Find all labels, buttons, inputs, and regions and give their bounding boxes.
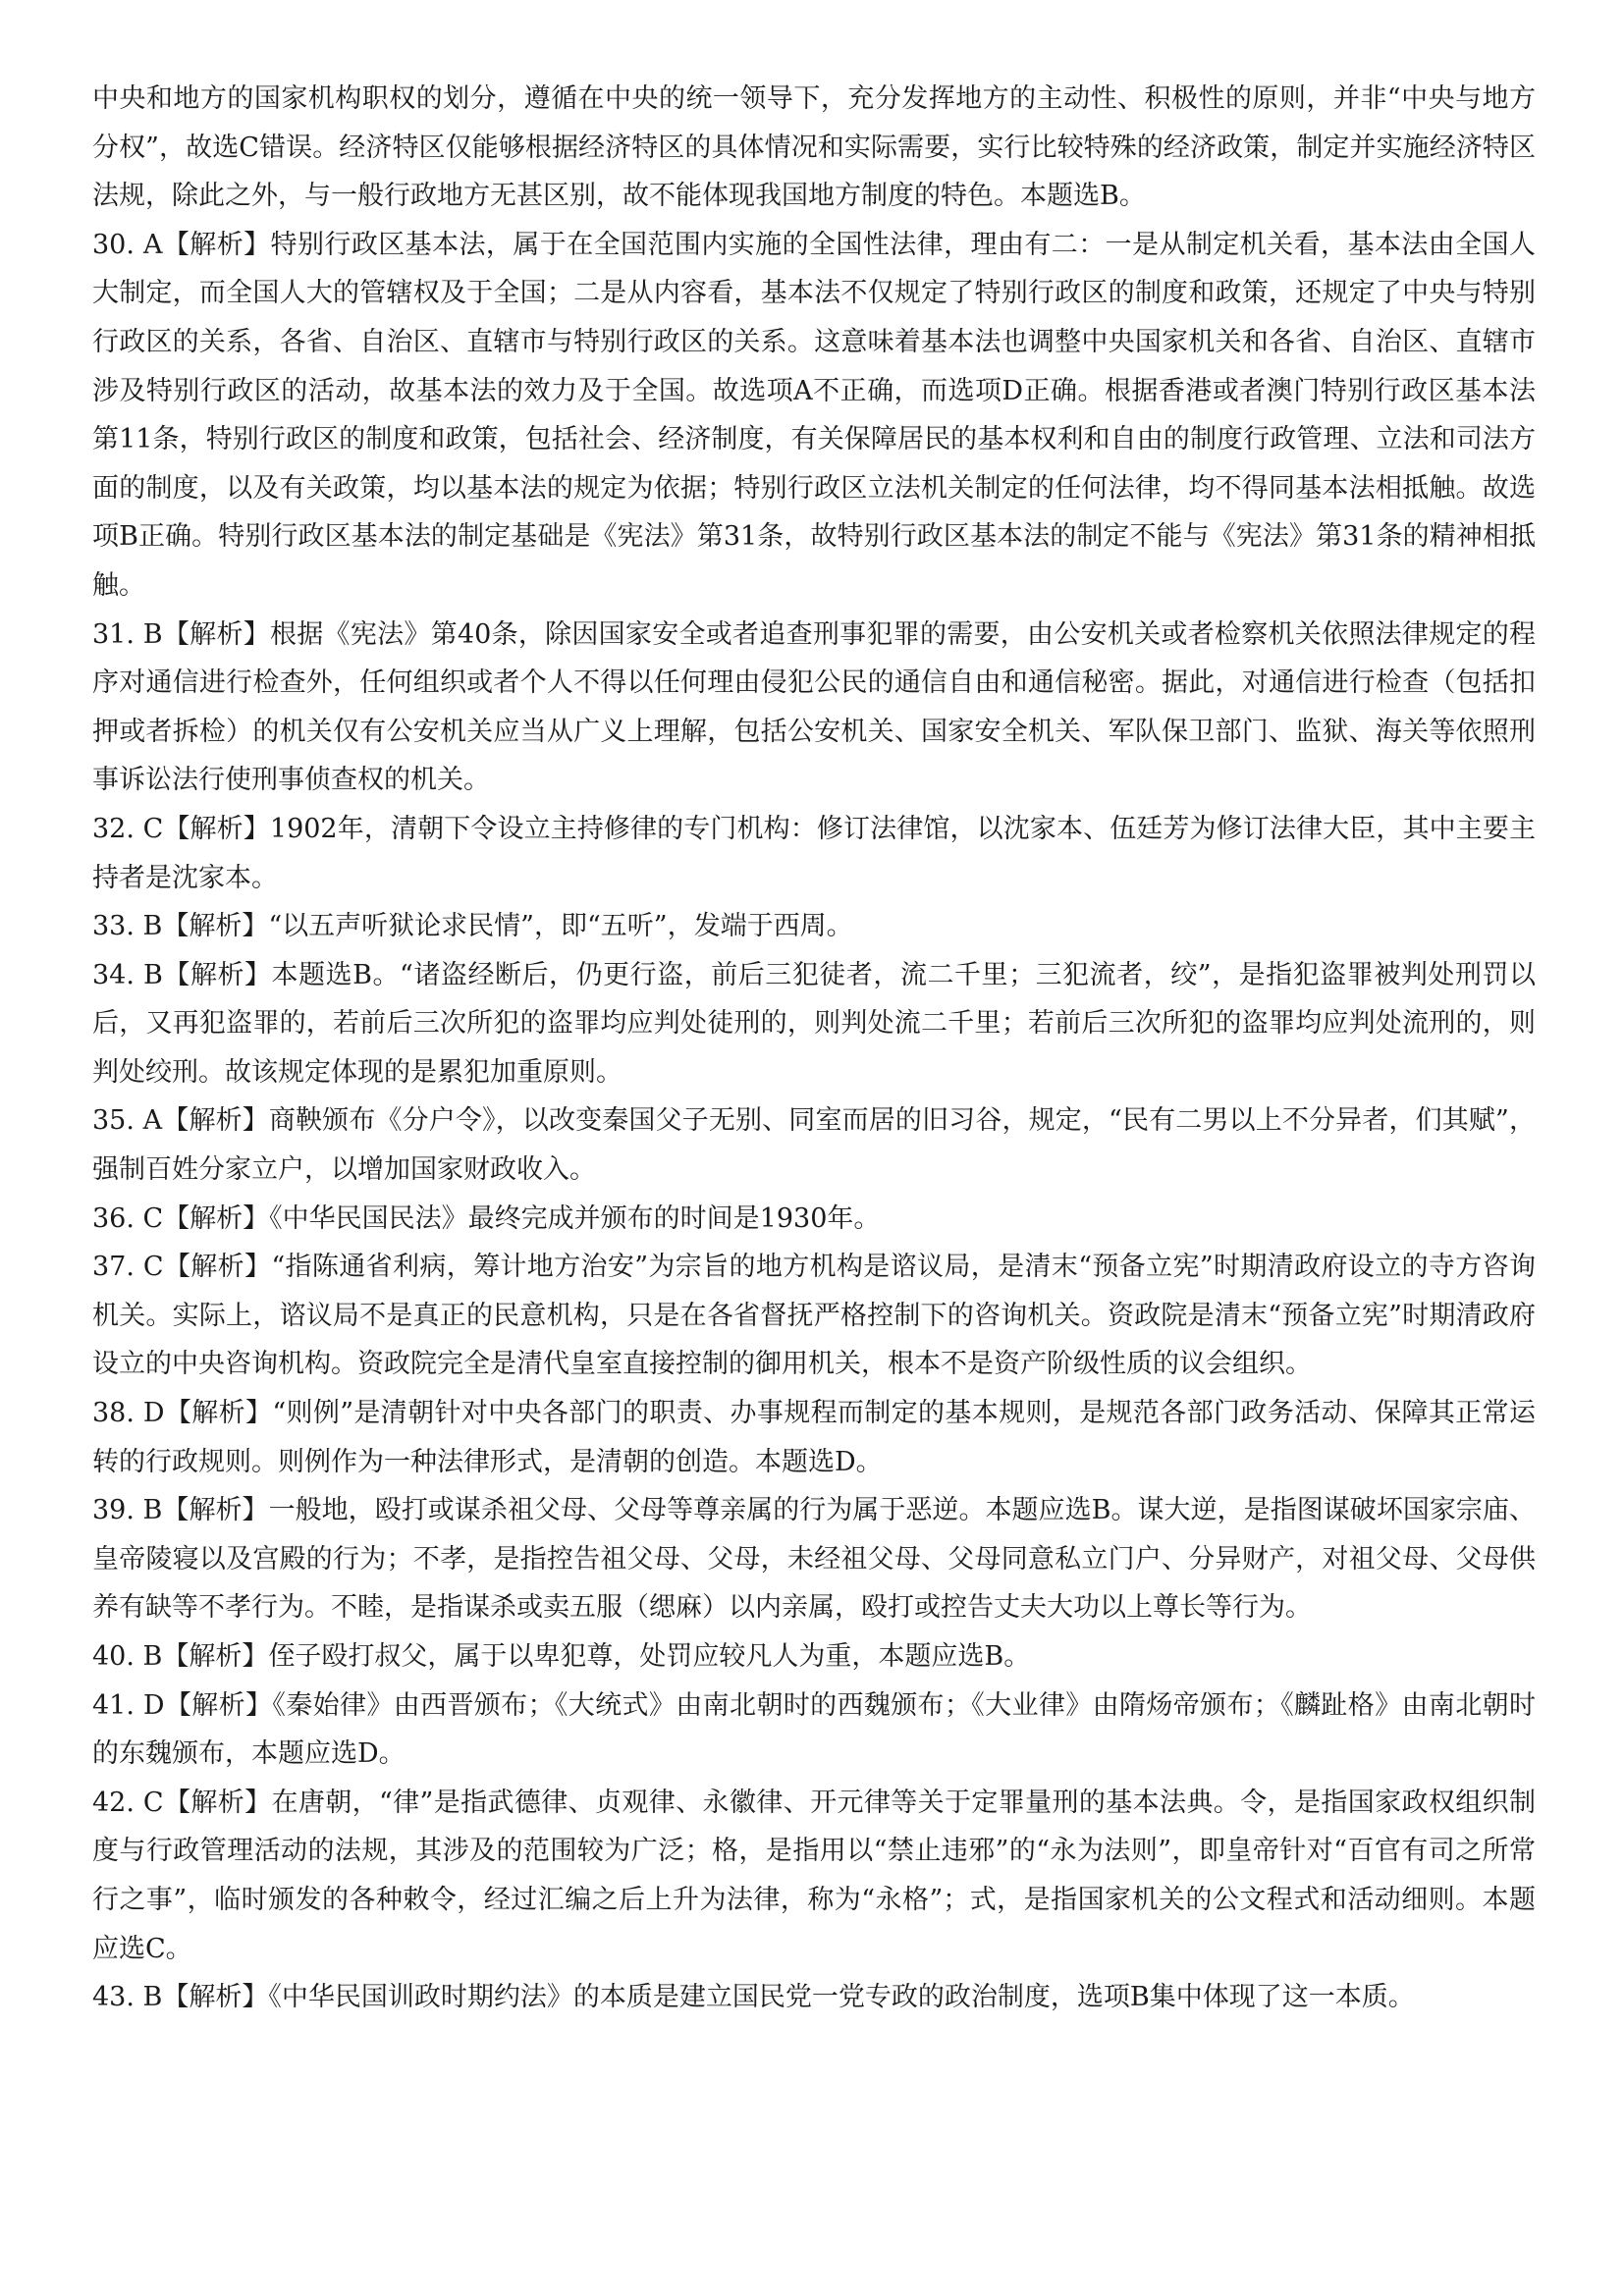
answer-32: 32. C【解析】1902年，清朝下令设立主持修律的专门机构：修订法律馆，以沈家本、伍廷芳为修订法律大臣，其中主要主持者是沈家本。 <box>92 813 1536 893</box>
answer-42: 42. C【解析】在唐朝，“律”是指武德律、贞观律、永徽律、开元律等关于定罪量刑的基本法典。令，是指国家政权组织制度与行政管理活动的法规，其涉及的范围较为广泛；格，是指用以“禁止违邪”的“永为法则”，即皇帝针对“百官有司之所常行之事”，临时颁发的各种敕令，经过汇编之后上升为法律，称为“永格”；式，是指国家机关的公文程式和活动细则。本题应选C。 <box>92 1787 1536 1964</box>
answer-35: 35. A【解析】商鞅颁布《分户令》，以改变秦国父子无别、同室而居的旧习谷，规定，“民有二男以上不分异者，们其赋”，强制百姓分家立户，以增加国家财政收入。 <box>92 1105 1536 1186</box>
answer-43: 43. B【解析】《中华民国训政时期约法》的本质是建立国民党一党专政的政治制度，选项B集中体现了这一本质。 <box>92 1982 1415 2013</box>
answer-36: 36. C【解析】《中华民国民法》最终完成并颁布的时间是1930年。 <box>92 1202 881 1234</box>
answer-31: 31. B【解析】根据《宪法》第40条，除因国家安全或者追查刑事犯罪的需要，由公安机关或者检察机关依照法律规定的程序对通信进行检查外，任何组织或者个人不得以任何理由侵犯公民的通信自由和通信秘密。据此，对通信进行检查（包括扣押或者拆检）的机关仅有公安机关应当从广义上理解，包括公安机关、国家安全机关、军队保卫部门、监狱、海关等依照刑事诉讼法行使刑事侦查权的机关。 <box>92 618 1536 796</box>
answer-33: 33. B【解析】“以五声听狱论求民情”，即“五听”，发端于西周。 <box>92 911 853 942</box>
answer-41: 41. D【解析】《秦始律》由西晋颁布；《大统式》由南北朝时的西魏颁布；《大业律》由隋炀帝颁布；《麟趾格》由南北朝时的东魏颁布，本题应选D。 <box>92 1689 1536 1770</box>
answer-38: 38. D【解析】“则例”是清朝针对中央各部门的职责、办事规程而制定的基本规则，是规范各部门政务活动、保障其正常运转的行政规则。则例作为一种法律形式，是清朝的创造。本题选D。 <box>92 1398 1536 1477</box>
answer-30: 30. A【解析】特别行政区基本法，属于在全国范围内实施的全国性法律，理由有二：一是从制定机关看，基本法由全国人大制定，而全国人大的管辖权及于全国；二是从内容看，基本法不仅规定了特别行政区的制度和政策，还规定了中央与特别行政区的关系，各省、自治区、直辖市与特别行政区的关系。这意味着基本法也调整中央国家机关和各省、自治区、直辖市涉及特别行政区的活动，故基本法的效力及于全国。故选项A不正确，而选项D正确。根据香港或者澳门特别行政区基本法第11条，特别行政区的制度和政策，包括社会、经济制度，有关保障居民的基本权利和自由的制度行政管理、立法和司法方面的制度，以及有关政策，均以基本法的规定为依据；特别行政区立法机关制定的任何法律，均不得同基本法相抵触。故选项B正确。特别行政区基本法的制定基础是《宪法》第31条，故特别行政区基本法的制定不能与《宪法》第31条的精神相抵触。 <box>92 229 1536 601</box>
answer-40: 40. B【解析】侄子殴打叔父，属于以卑犯尊，处罚应较凡人为重，本题应选B。 <box>92 1641 1031 1672</box>
answer-document <box>92 75 1536 2022</box>
answer-34: 34. B【解析】本题选B。“诸盗经断后，仍更行盗，前后三犯徒者，流二千里；三犯流者，绞”，是指犯盗罪被判处刑罚以后，又再犯盗罪的，若前后三次所犯的盗罪均应判处徒刑的，则判处流二千里；若前后三次所犯的盗罪均应判处流刑的，则判处绞刑。故该规定体现的是累犯加重原则。 <box>92 959 1536 1088</box>
paragraph-continuation: 中央和地方的国家机构职权的划分，遵循在中央的统一领导下，充分发挥地方的主动性、积极性的原则，并非“中央与地方分权”，故选C错误。经济特区仅能够根据经济特区的具体情况和实际需要，实行比较特殊的经济政策，制定并实施经济特区法规，除此之外，与一般行政地方无甚区别，故不能体现我国地方制度的特色。本题选B。 <box>92 83 1536 212</box>
answer-39: 39. B【解析】一般地，殴打或谋杀祖父母、父母等尊亲属的行为属于恶逆。本题应选B。谋大逆，是指图谋破坏国家宗庙、皇帝陵寝以及宫殿的行为；不孝，是指控告祖父母、父母，未经祖父母、父母同意私立门户、分异财产，对祖父母、父母供养有缺等不孝行为。不睦，是指谋杀或卖五服（缌麻）以内亲属，殴打或控告丈夫大功以上尊长等行为。 <box>92 1495 1536 1624</box>
answer-37: 37. C【解析】“指陈通省利病，筹计地方治安”为宗旨的地方机构是谘议局，是清末“预备立宪”时期清政府设立的寺方咨询机关。实际上，谘议局不是真正的民意机构，只是在各省督抚严格控制下的咨询机关。资政院是清末“预备立宪”时期清政府设立的中央咨询机构。资政院完全是清代皇室直接控制的御用机关，根本不是资产阶级性质的议会组织。 <box>92 1252 1536 1380</box>
